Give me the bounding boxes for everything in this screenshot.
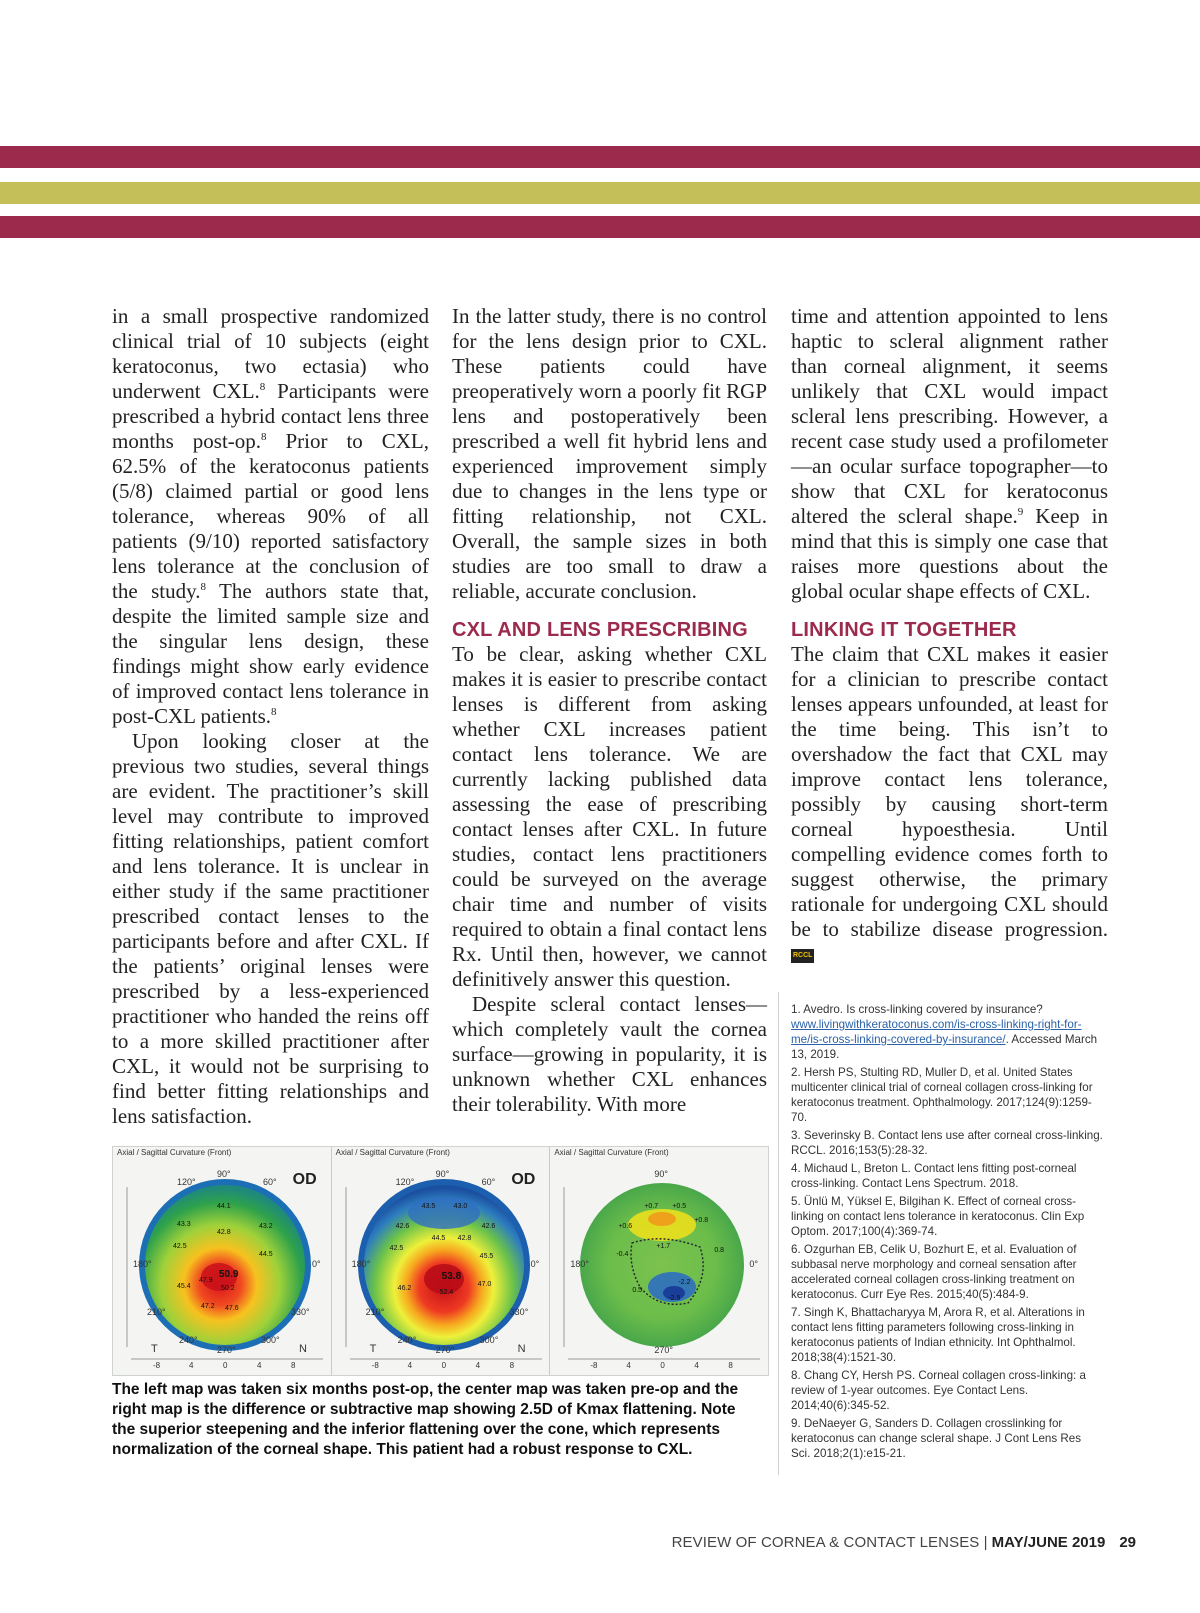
degree-label: 0° — [312, 1259, 321, 1269]
degree-label: 300° — [479, 1335, 499, 1345]
axis-tick: 4 — [475, 1361, 481, 1370]
citation-superscript: 8 — [200, 581, 206, 593]
axis-tick: 0 — [660, 1361, 665, 1370]
header-band-middle — [0, 182, 1200, 204]
reference-item: 5. Ünlü M, Yüksel E, Bilgihan K. Effect of corneal cross-linking on contact lens tolerance in keratoconus. Clin Exp Optom. 2017;100(4):369-74. — [791, 1195, 1085, 1238]
curvature-value: 42.6 — [481, 1223, 496, 1230]
section-heading-linking-together: LINKING IT TOGETHER — [791, 619, 1017, 641]
steepening-peak — [648, 1212, 676, 1226]
degree-label: 60° — [263, 1177, 277, 1187]
degree-label: 60° — [481, 1177, 496, 1187]
degree-label: 330° — [291, 1307, 310, 1317]
degree-label: 330° — [509, 1307, 529, 1317]
kmax-value: 53.8 — [441, 1271, 462, 1282]
map-color-field — [580, 1183, 744, 1347]
map-header: Axial / Sagittal Curvature (Front) — [117, 1148, 232, 1157]
difference-value: +0.6 — [618, 1223, 633, 1230]
curvature-value: 43.0 — [453, 1203, 468, 1210]
axis-tick: 0 — [441, 1361, 447, 1370]
reference-item: 4. Michaud L, Breton L. Contact lens fitting post-corneal cross-linking. Contact Lens Spectrum. 2018. — [791, 1162, 1077, 1190]
degree-label: 180° — [351, 1259, 371, 1269]
curvature-value: 43.5 — [421, 1203, 436, 1210]
reference-item: 9. DeNaeyer G, Sanders D. Collagen crosslinking for keratoconus can change scleral shape. J Cont Lens Res Sci. 2018;2(1):e15-21. — [791, 1417, 1082, 1460]
reference-item: 8. Chang CY, Hersh PS. Corneal collagen cross-linking: a review of 1-year outcomes. Eye Contact Lens. 2014;40(6):345-52. — [791, 1369, 1086, 1412]
axis-tick: -8 — [153, 1361, 161, 1370]
reference-item: 3. Severinsky B. Contact lens use after corneal cross-linking. RCCL. 2016;153(5):28-32. — [791, 1129, 1103, 1157]
reference-item: 6. Ozgurhan EB, Celik U, Bozhurt E, et al. Evaluation of subbasal nerve morphology and corneal sensation after accelerated corneal collagen cross-linking treatment on keratoconus. Curr Eye Res. 2015;40(5):484-9. — [791, 1243, 1077, 1301]
difference-value: -0.4 — [616, 1251, 629, 1258]
figure-caption: The left map was taken six months post-op, the center map was taken pre-op and the right map is the difference or subtractive map showing 2.5D of Kmax flattening. Note the superior steepening and the inferior flattening over the cone, which represents normalization of the corneal shape. This patient had a robust response to CXL. — [112, 1381, 739, 1458]
map-header: Axial / Sagittal Curvature (Front) — [335, 1148, 450, 1157]
degree-label: 0° — [749, 1259, 758, 1269]
column-1 — [112, 304, 429, 1129]
axis-tick: 4 — [189, 1361, 194, 1370]
reference-item: 7. Singh K, Bhattacharyya M, Arora R, et al. Alterations in contact lens fitting parameters following cross-linking in keratoconus patients of Indian ethnicity. Int Ophthalmol. 2018;38(4):1521-30. — [791, 1306, 1085, 1364]
kmax-value: 50.9 — [219, 1269, 239, 1280]
curvature-value: 42.5 — [389, 1245, 404, 1252]
page-footer — [672, 1534, 1136, 1551]
topography-map-postop — [113, 1147, 332, 1375]
axis-tick: -8 — [371, 1361, 379, 1370]
nasal-label: N — [517, 1343, 526, 1355]
axis-tick: 4 — [694, 1361, 699, 1370]
degree-label: 90° — [654, 1169, 668, 1179]
page-number: 29 — [1119, 1534, 1136, 1551]
curvature-value: 47.2 — [201, 1303, 215, 1310]
column1-paragraph-1: in a small prospective randomized clinical trial of 10 subjects (eight keratoconus, two ectasia) who underwent CXL.$^8$ Participants were prescribed a hybrid contact lens three months post-op.$^8$ Prior to CXL, 62.5% of the keratoconus patients (5/8) claimed partial or good lens tolerance, whereas 90% of all patients (9/10) reported satisfactory lens tolerance at the conclusion of the study.$^8$ The authors state that, despite the limited sample size and the singular lens design, these findings might show early evidence of improved contact lens tolerance in post-CXL patients.$^8$ — [112, 304, 429, 728]
column1-paragraph-2: Upon looking closer at the previous two studies, several things are evident. The practitioner’s skill level may contribute to improved fitting relationships, patient comfort and lens tolerance. It is unclear in either study if the same practitioner prescribed contact lenses to the participants before and after CXL. If the patients’ original lenses were prescribed by a less-experienced practitioner who handed the reins off to a more skilled practitioner after CXL, it would not be surprising to find better fitting relationships and lens satisfaction. — [112, 729, 429, 1128]
degree-label: 180° — [133, 1259, 152, 1269]
curvature-value: 44.1 — [217, 1203, 231, 1210]
map-header: Axial / Sagittal Curvature (Front) — [554, 1148, 669, 1157]
citation-superscript: 8 — [261, 431, 267, 443]
difference-value: 0.8 — [714, 1247, 725, 1254]
issue-date: MAY/JUNE 2019 — [991, 1534, 1106, 1551]
axis-tick: 8 — [291, 1361, 296, 1370]
section-heading-cxl-lens-prescribing: CXL AND LENS PRESCRIBING — [452, 619, 748, 641]
axis-tick: 4 — [407, 1361, 413, 1370]
column-2 — [452, 304, 767, 1117]
degree-label: 240° — [397, 1335, 417, 1345]
curvature-value: 44.5 — [431, 1235, 446, 1242]
eye-label: OD — [511, 1171, 536, 1188]
degree-label: 90° — [217, 1169, 231, 1179]
difference-value: +0.8 — [694, 1217, 709, 1224]
axis-tick: 4 — [257, 1361, 262, 1370]
footer-separator: | — [979, 1534, 992, 1551]
nasal-label: N — [299, 1343, 307, 1355]
degree-label: 270° — [435, 1345, 455, 1355]
curvature-value: 42.8 — [457, 1235, 472, 1242]
axis-tick: 8 — [509, 1361, 515, 1370]
degree-label: 210° — [365, 1307, 385, 1317]
topography-map-difference — [550, 1147, 768, 1375]
curvature-value: 52.4 — [439, 1289, 454, 1296]
axis-tick: 4 — [626, 1361, 631, 1370]
flat-superior-region — [408, 1197, 480, 1229]
difference-value: -2.2 — [678, 1279, 691, 1286]
degree-label: 120° — [395, 1177, 415, 1187]
degree-label: 270° — [217, 1345, 236, 1355]
eye-label: OD — [292, 1171, 317, 1188]
degree-label: 300° — [261, 1335, 280, 1345]
column3-paragraph-1: time and attention appointed to lens haptic to scleral alignment rather than corneal alignment, it seems unlikely that CXL would impact scleral lens prescribing. However, a recent case study used a profilometer—an ocular surface topographer—to show that CXL for keratoconus altered the scleral shape.$^9$ Keep in mind that this is simply one case that raises more questions about the global ocular shape effects of CXL. — [791, 304, 1108, 603]
header-band-top — [0, 146, 1200, 168]
difference-value: +0.5 — [672, 1203, 687, 1210]
difference-value: -2.5 — [668, 1295, 681, 1302]
temporal-label: T — [151, 1343, 158, 1355]
rccl-end-mark-icon: RCCL — [791, 949, 814, 963]
curvature-value: 50.2 — [221, 1285, 235, 1292]
column2-paragraph-3: Despite scleral contact lenses—which completely vault the cornea surface—growing in popularity, it is unknown whether CXL enhances their tolerability. With more — [452, 992, 767, 1116]
curvature-value: 43.2 — [259, 1223, 273, 1230]
degree-label: 120° — [177, 1177, 196, 1187]
column2-paragraph-1: In the latter study, there is no control for the lens design prior to CXL. These patients could have preoperatively worn a poorly fit RGP lens and postoperatively been prescribed a well fit hybrid lens and experienced improvement simply due to changes in the lens type or fitting relationship, not CXL. Overall, the sample sizes in both studies are too small to draw a reliable, accurate conclusion. — [452, 304, 767, 603]
temporal-label: T — [369, 1343, 377, 1355]
citation-superscript: 8 — [271, 706, 277, 718]
degree-label: 270° — [654, 1345, 673, 1355]
reference-item: 2. Hersh PS, Stulting RD, Muller D, et al. United States multicenter clinical trial of corneal collagen cross-linking for keratoconus treatment. Ophthalmology. 2017;124(9):1259-70. — [791, 1066, 1093, 1124]
curvature-value: 47.0 — [477, 1281, 492, 1288]
curvature-value: 45.5 — [479, 1253, 494, 1260]
curvature-value: 44.5 — [259, 1251, 273, 1258]
curvature-value: 47.9 — [199, 1277, 213, 1284]
curvature-value: 45.4 — [177, 1283, 191, 1290]
axis-tick: -8 — [590, 1361, 598, 1370]
curvature-value: 47.6 — [225, 1305, 239, 1312]
curvature-value: 46.2 — [397, 1285, 412, 1292]
citation-superscript: 8 — [259, 381, 266, 393]
curvature-value: 43.3 — [177, 1221, 191, 1228]
topography-figure — [112, 1146, 769, 1376]
citation-superscript: 9 — [1017, 506, 1024, 518]
difference-value: 0.5 — [632, 1287, 643, 1294]
reference-item: 1. Avedro. Is cross-linking covered by insurance? www.livingwithkeratoconus.com/is-cross-linking-right-for-me/is-cross-linking-covered-by-insurance/. Accessed March 13, 2019. — [791, 1003, 1098, 1061]
degree-label: 90° — [435, 1169, 450, 1179]
reference-link[interactable]: www.livingwithkeratoconus.com/is-cross-linking-right-for-me/is-cross-linking-covered-by-insurance/ — [791, 1018, 1082, 1046]
curvature-value: 42.6 — [395, 1223, 410, 1230]
column-3 — [791, 304, 1108, 967]
degree-label: 180° — [570, 1259, 589, 1269]
topography-map-preop — [332, 1147, 551, 1375]
degree-label: 240° — [179, 1335, 198, 1345]
journal-name: REVIEW OF CORNEA & CONTACT LENSES — [671, 1534, 980, 1551]
header-band-bottom — [0, 216, 1200, 238]
axis-tick: 8 — [728, 1361, 733, 1370]
curvature-value: 42.5 — [173, 1243, 187, 1250]
difference-value: +0.7 — [644, 1203, 659, 1210]
curvature-value: 42.8 — [217, 1229, 231, 1236]
column2-paragraph-2: To be clear, asking whether CXL makes it is easier to prescribe contact lenses is different from asking whether CXL increases patient contact lens tolerance. We are currently lacking published data assessing the ease of prescribing contact lenses after CXL. In future studies, contact lens practitioners could be surveyed on the average chair time and number of visits required to obtain a final contact lens Rx. Until then, however, we cannot definitively answer this question. — [452, 642, 767, 991]
references-divider — [778, 992, 779, 1475]
degree-label: 210° — [147, 1307, 166, 1317]
column3-paragraph-2: The claim that CXL makes it easier for a clinician to prescribe contact lenses appears unfounded, at least for the time being. This isn’t to overshadow the fact that CXL may improve contact lens tolerance, possibly by causing short-term corneal hypoesthesia. Until compelling evidence comes forth to suggest otherwise, the primary rationale for undergoing CXL should be to stabilize disease progression. RCCL — [791, 642, 1108, 967]
difference-value: +1.7 — [656, 1243, 671, 1250]
references-list — [791, 1002, 1103, 1464]
degree-label: 0° — [530, 1259, 540, 1269]
axis-tick: 0 — [223, 1361, 228, 1370]
